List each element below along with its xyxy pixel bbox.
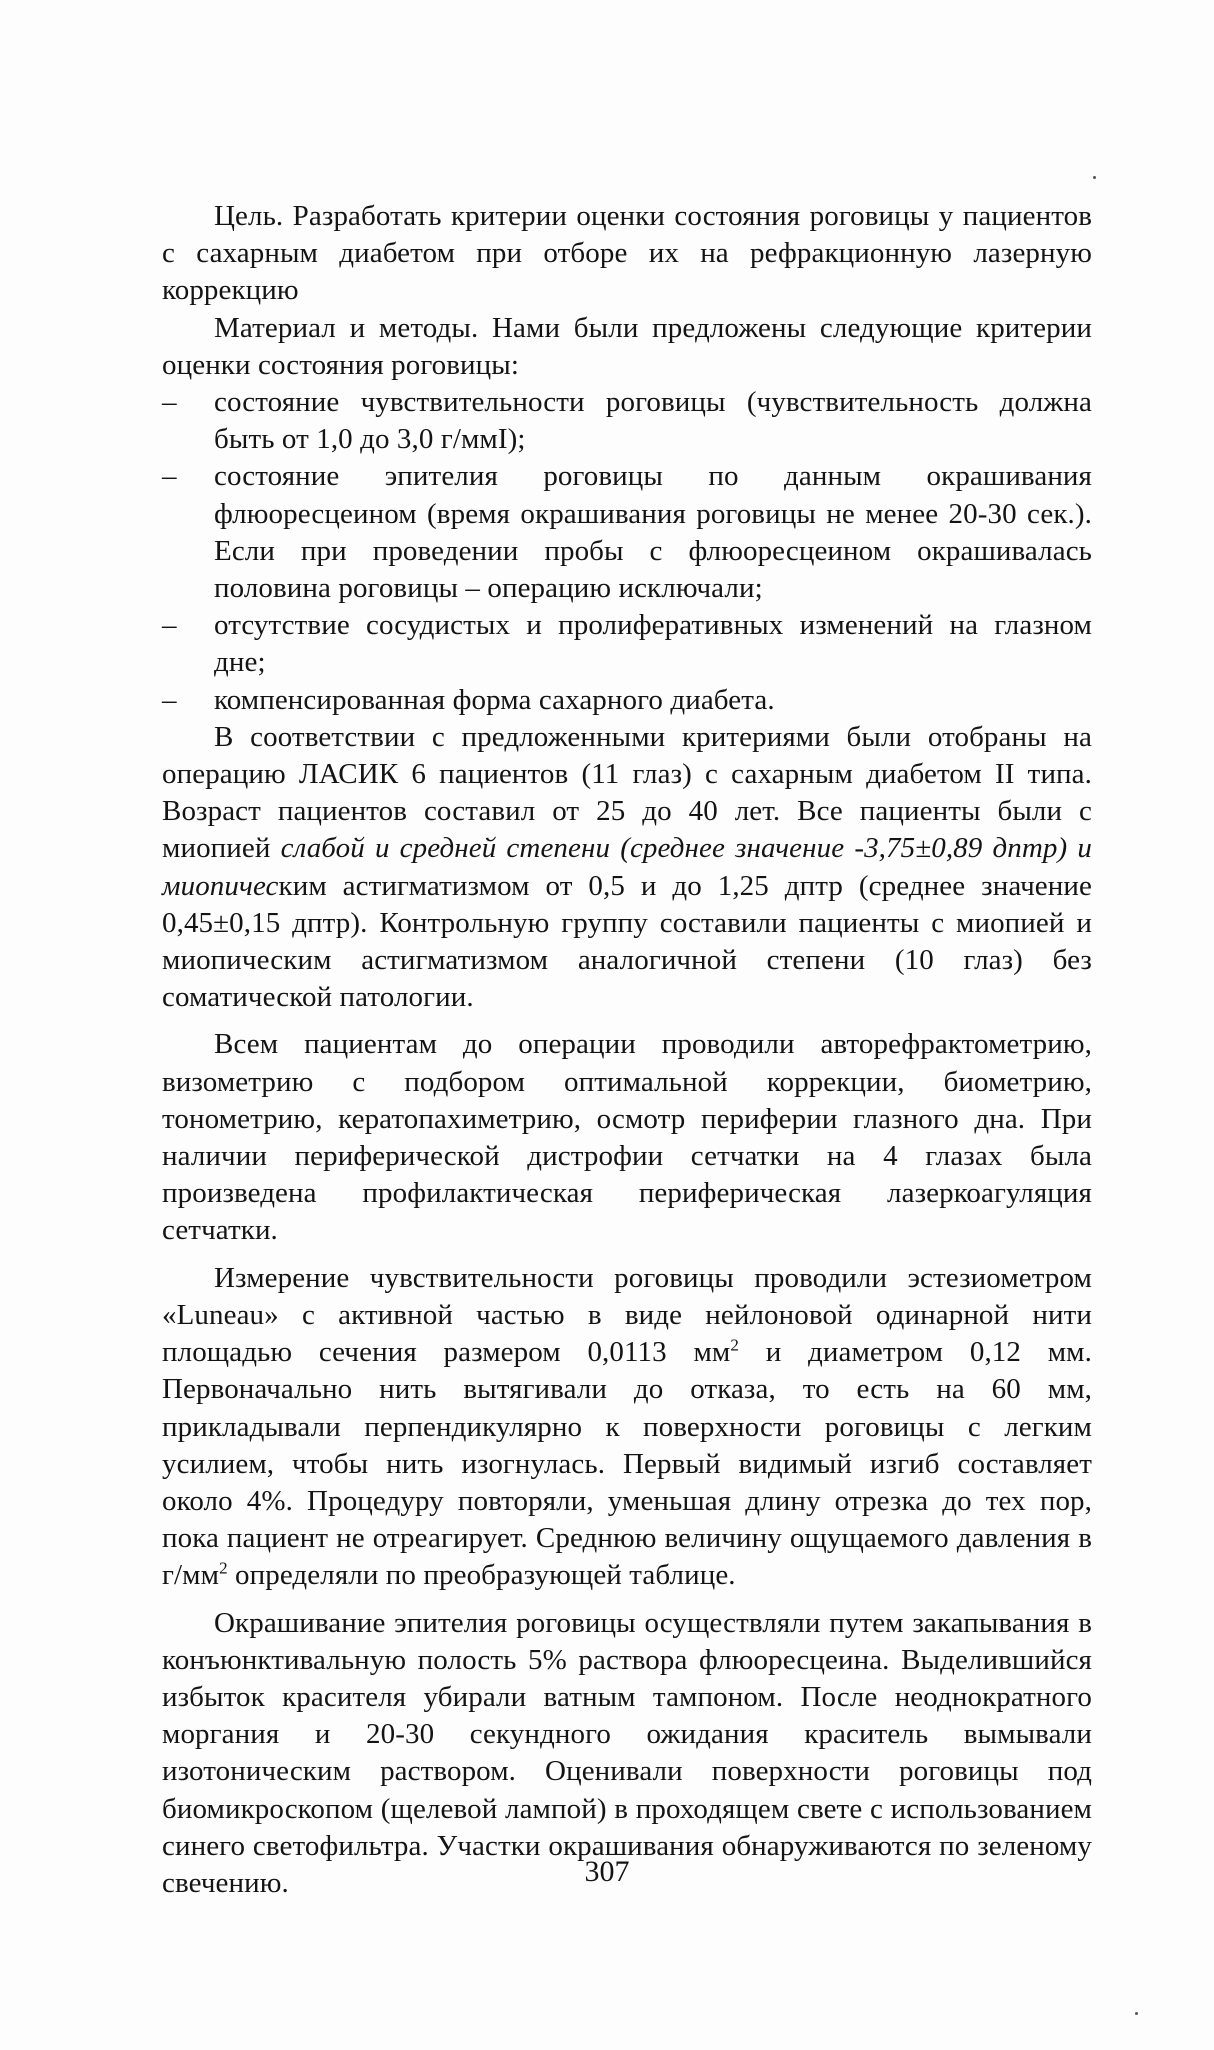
exam-paragraph: Всем пациентам до операции проводили авторефрактометрию, визометрию с подбором оптимальной коррекции, биометрию, тонометрию, кератопахиметрию, осмотр периферии глазного дна. При наличии периферической дистрофии сетчатки на 4 глазах была произведена профилактическая периферическая лазеркоагуляция сетчатки.	[162, 1028, 1092, 1247]
superscript: 2	[730, 1335, 739, 1355]
selection-text-b: ким астигматизмом от 0,5 и до 1,25 дптр (среднее значение 0,45±0,15 дптр). Контрольную группу составили пациенты с миопией и миопическим астигматизмом аналогичной степени (10 глаз) без соматической патологии.	[162, 869, 1092, 1014]
selection-paragraph	[162, 719, 1092, 1017]
goal-label: Цель.	[214, 200, 284, 232]
scan-speck	[1135, 2012, 1138, 2015]
criteria-item-text: компенсированная форма сахарного диабета.	[214, 683, 775, 716]
goal-paragraph	[162, 198, 1092, 310]
criteria-item-text: отсутствие сосудистых и пролиферативных изменений на глазном дне;	[214, 609, 1092, 679]
criteria-item	[162, 607, 1092, 681]
methods-paragraph: Материал и методы. Нами были предложены следующие критерии оценки состояния роговицы:	[162, 311, 1092, 381]
superscript: 2	[219, 1558, 228, 1578]
measurement-text-a: Измерение чувствительности роговицы проводили эстезиометром «Luneau» с активной частью в виде нейлоновой одинарной нити площадью сечения размером 0,0113 мм	[162, 1261, 1092, 1369]
page-number: 307	[584, 1855, 630, 1888]
dash-marker: –	[162, 683, 177, 716]
criteria-item	[162, 682, 1092, 719]
selection-text-a: В соответствии с предложенными критериями были отобраны на операцию ЛАСИК 6 пациентов (11 глаз) с сахарным диабетом II типа. Возраст пациентов составил от 25 до 40 лет. Все пациенты были с миопией	[162, 720, 1092, 865]
dash-marker: –	[162, 609, 177, 642]
scan-speck	[1093, 176, 1096, 179]
measurement-text-b: и диаметром 0,12 мм. Первоначально нить вытягивали до отказа, то есть на 60 мм, прикладывали перпендикулярно к поверхности роговицы с легким усилием, чтобы нить изогнулась. Первый видимый изгиб составляет около 4%. Процедуру повторяли, уменьшая длину отрезка до тех пор, пока пациент не отреагирует. Среднюю величину ощущаемого давления в г/мм	[162, 1336, 1092, 1592]
criteria-item-text: состояние эпителия роговицы по данным окрашивания флюоресцеином (время окрашивания роговицы не менее 20-30 сек.). Если при проведении пробы с флюоресцеином окрашивалась половина роговицы – операцию исключали;	[214, 460, 1092, 605]
criteria-item	[162, 384, 1092, 458]
dash-marker: –	[162, 386, 177, 419]
selection-text-italic: слабой и средней степени (среднее значение -3,75±0,89 дптр) и миопичес	[162, 832, 1093, 902]
criteria-item-text: состояние чувствительности роговицы (чувствительность должна быть от 1,0 до 3,0 г/ммI);	[214, 386, 1092, 456]
staining-paragraph: Окрашивание эпителия роговицы осуществляли путем закапывания в конъюнктивальную полость 5% раствора флюоресцеина. Выделившийся избыток красителя убирали ватным тампоном. После неоднократного моргания и 20-30 секундного ожидания краситель вымывали изотоническим раствором. Оценивали поверхности роговицы под биомикроскопом (щелевой лампой) в проходящем свете с использованием синего светофильтра. Участки окрашивания обнаруживаются по зеленому свечению.	[162, 1606, 1092, 1899]
body-text	[162, 198, 1092, 1902]
goal-text: Разработать критерии оценки состояния роговицы у пациентов с сахарным диабетом при отборе их на рефракционную лазерную коррекцию	[162, 200, 1092, 307]
dash-marker: –	[162, 460, 177, 493]
measurement-paragraph	[162, 1260, 1092, 1595]
criteria-item	[162, 458, 1092, 607]
criteria-list	[162, 384, 1092, 719]
measurement-text-c: определяли по преобразующей таблице.	[227, 1559, 736, 1592]
